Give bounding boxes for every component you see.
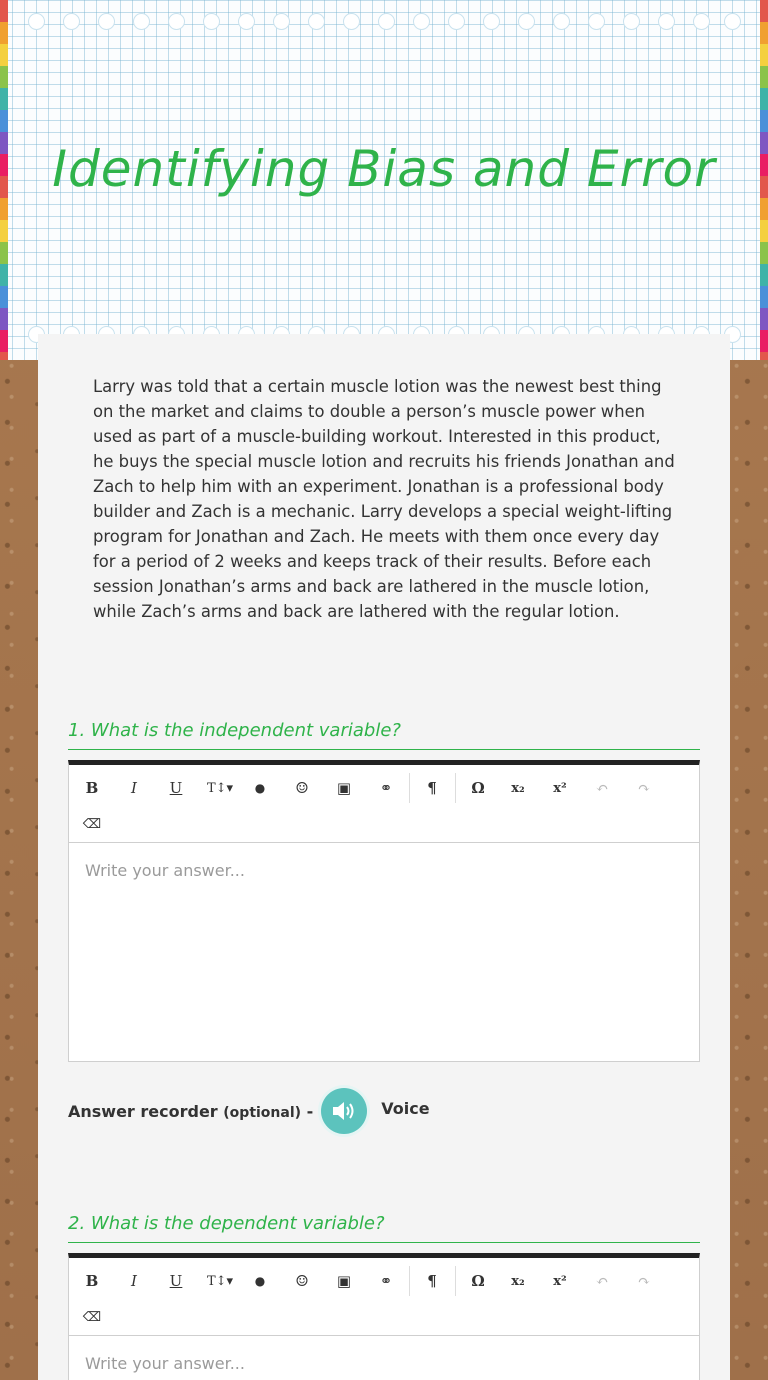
binder-holes-top [24, 13, 744, 33]
editor-toolbar [69, 765, 699, 843]
link-icon[interactable]: ⚭ [379, 779, 393, 797]
recorder-label-text: Answer recorder [68, 1101, 218, 1121]
toolbar-divider [455, 773, 456, 803]
text-color-icon[interactable]: ● [254, 1274, 266, 1288]
redo-icon[interactable]: ↷ [637, 779, 651, 797]
subscript-button[interactable]: x₂ [511, 780, 525, 796]
superscript-button[interactable]: x² [553, 780, 567, 796]
voice-label[interactable]: Voice [381, 1098, 430, 1118]
worksheet-header [0, 0, 768, 360]
text-color-icon[interactable]: ● [254, 781, 266, 795]
question-title: 2. What is the dependent variable? [68, 1213, 700, 1243]
toolbar-divider [409, 1266, 410, 1296]
emoji-icon[interactable]: ☺ [295, 1272, 309, 1290]
undo-icon[interactable]: ↶ [595, 1272, 609, 1290]
speaker-icon [331, 1100, 357, 1122]
redo-icon[interactable]: ↷ [637, 1272, 651, 1290]
editor-toolbar [69, 1258, 699, 1336]
bold-button[interactable]: B [85, 779, 99, 797]
special-character-button[interactable]: Ω [471, 779, 485, 797]
italic-button[interactable]: I [131, 1272, 137, 1290]
italic-button[interactable]: I [131, 779, 137, 797]
answer-input[interactable]: Write your answer... [69, 1336, 699, 1380]
link-icon[interactable]: ⚭ [379, 1272, 393, 1290]
question-1 [68, 720, 700, 1062]
recorder-dash: - [306, 1101, 314, 1121]
worksheet-card [38, 334, 730, 1380]
toolbar-divider [409, 773, 410, 803]
recorder-label [68, 1102, 313, 1121]
text-size-button[interactable]: T↕▾ [206, 780, 234, 796]
underline-button[interactable]: U [169, 1272, 183, 1290]
subscript-button[interactable]: x₂ [511, 1273, 525, 1289]
question-title: 1. What is the independent variable? [68, 720, 700, 750]
recorder-optional-text: (optional) [223, 1104, 302, 1121]
reading-passage: Larry was told that a certain muscle lotion was the newest best thing on the market and claims to double a person’s muscle power when used as part of a muscle-building workout. Interested in this product, he buys the special muscle lotion and recruits his friends Jonathan and Zach to help him with an experiment. Jonathan is a professional body builder and Zach is a mechanic. Larry develops a special weight-lifting program for Jonathan and Zach. He meets with them once every day for a period of 2 weeks and keeps track of their results. Before each session Jonathan’s arms and back are lathered in the muscle lotion, while Zach’s arms and back are lathered with the regular lotion. [93, 377, 675, 621]
undo-icon[interactable]: ↶ [595, 779, 609, 797]
paragraph-direction-button[interactable]: ¶ [427, 779, 437, 797]
special-character-button[interactable]: Ω [471, 1272, 485, 1290]
toolbar-divider [455, 1266, 456, 1296]
answer-editor [68, 760, 700, 1062]
paragraph-direction-button[interactable]: ¶ [427, 1272, 437, 1290]
eraser-icon[interactable]: ⌫ [82, 1309, 102, 1325]
image-icon[interactable]: ▣ [336, 779, 352, 797]
emoji-icon[interactable]: ☺ [295, 779, 309, 797]
answer-input[interactable]: Write your answer... [69, 843, 699, 1061]
underline-button[interactable]: U [169, 779, 183, 797]
question-2 [68, 1213, 700, 1380]
superscript-button[interactable]: x² [553, 1273, 567, 1289]
bold-button[interactable]: B [85, 1272, 99, 1290]
answer-recorder [68, 1088, 430, 1134]
eraser-icon[interactable]: ⌫ [82, 816, 102, 832]
answer-editor [68, 1253, 700, 1380]
image-icon[interactable]: ▣ [336, 1272, 352, 1290]
page-title: Identifying Bias and Error [52, 140, 716, 198]
text-size-button[interactable]: T↕▾ [206, 1273, 234, 1289]
voice-record-button[interactable] [321, 1088, 367, 1134]
